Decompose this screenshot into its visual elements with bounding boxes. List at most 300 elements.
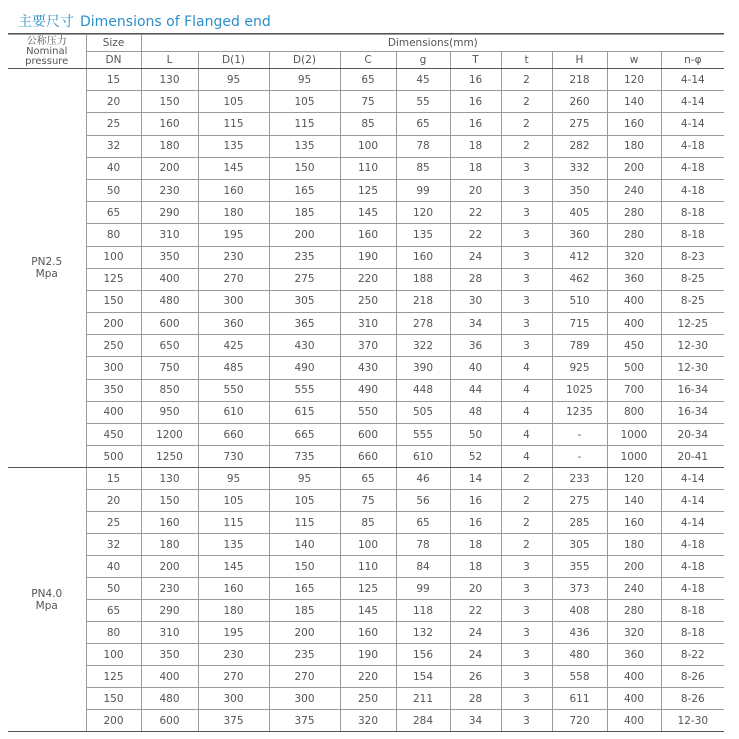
table-cell: 3 — [501, 224, 552, 246]
nominal-pressure-en2: pressure — [25, 55, 69, 67]
table-cell: 462 — [552, 268, 607, 290]
table-cell: 350 — [141, 246, 198, 268]
table-cell: 700 — [607, 379, 661, 401]
table-cell: 32 — [86, 534, 141, 556]
table-cell: 85 — [396, 157, 450, 179]
table-cell: 160 — [141, 113, 198, 135]
table-cell: 480 — [552, 644, 607, 666]
table-cell: 56 — [396, 490, 450, 512]
column-header: C — [340, 52, 396, 69]
table-cell: 3 — [501, 202, 552, 224]
table-cell: 160 — [607, 113, 661, 135]
table-cell: 4-18 — [661, 534, 724, 556]
table-cell: 120 — [607, 69, 661, 91]
column-header: n-φ — [661, 52, 724, 69]
table-cell: 200 — [269, 622, 340, 644]
table-cell: 200 — [269, 224, 340, 246]
title-chinese: 主要尺寸 — [18, 14, 74, 30]
table-cell: 65 — [396, 512, 450, 534]
table-cell: 190 — [340, 246, 396, 268]
table-cell: 925 — [552, 357, 607, 379]
table-cell: 40 — [86, 157, 141, 179]
table-cell: 3 — [501, 313, 552, 335]
column-header: t — [501, 52, 552, 69]
table-cell: 500 — [86, 446, 141, 468]
table-cell: 4-14 — [661, 490, 724, 512]
table-cell: 240 — [607, 578, 661, 600]
table-cell: 4-14 — [661, 91, 724, 113]
table-cell: 720 — [552, 710, 607, 732]
table-cell: 850 — [141, 379, 198, 401]
table-cell: 290 — [141, 600, 198, 622]
table-cell: 300 — [269, 688, 340, 710]
table-cell: 78 — [396, 135, 450, 157]
table-cell: 125 — [86, 666, 141, 688]
table-cell: 3 — [501, 157, 552, 179]
dimensions-header: Dimensions(mm) — [141, 35, 724, 52]
table-cell: 490 — [269, 357, 340, 379]
table-cell: 200 — [607, 157, 661, 179]
table-cell: 132 — [396, 622, 450, 644]
table-cell: 282 — [552, 135, 607, 157]
table-cell: 730 — [198, 446, 269, 468]
column-header: T — [450, 52, 501, 69]
table-cell: 160 — [607, 512, 661, 534]
table-cell: 4-18 — [661, 157, 724, 179]
table-row — [8, 113, 724, 135]
table-cell: - — [552, 446, 607, 468]
table-cell: 140 — [269, 534, 340, 556]
table-cell: 280 — [607, 202, 661, 224]
column-header: D(2) — [269, 52, 340, 69]
table-row — [8, 91, 724, 113]
table-cell: 105 — [198, 490, 269, 512]
table-cell: 412 — [552, 246, 607, 268]
table-cell: 660 — [198, 424, 269, 446]
table-cell: 14 — [450, 468, 501, 490]
table-cell: 660 — [340, 446, 396, 468]
table-cell: 200 — [86, 313, 141, 335]
table-cell: 75 — [340, 91, 396, 113]
table-cell: 8-23 — [661, 246, 724, 268]
table-cell: 360 — [198, 313, 269, 335]
header-row-2 — [8, 52, 724, 69]
table-cell: 3 — [501, 688, 552, 710]
table-row — [8, 379, 724, 401]
table-cell: 16-34 — [661, 379, 724, 401]
table-cell: 390 — [396, 357, 450, 379]
column-header: w — [607, 52, 661, 69]
table-cell: 275 — [269, 268, 340, 290]
table-cell: 3 — [501, 268, 552, 290]
table-cell: 18 — [450, 157, 501, 179]
header-row-1 — [8, 35, 724, 52]
table-cell: 235 — [269, 246, 340, 268]
table-cell: 3 — [501, 622, 552, 644]
pressure-unit: Mpa — [35, 599, 58, 612]
table-cell: 408 — [552, 600, 607, 622]
column-header: D(1) — [198, 52, 269, 69]
table-cell: 4-18 — [661, 179, 724, 201]
table-row — [8, 157, 724, 179]
table-cell: 320 — [607, 246, 661, 268]
table-cell: 145 — [340, 600, 396, 622]
table-cell: 611 — [552, 688, 607, 710]
table-cell: 8-26 — [661, 688, 724, 710]
table-cell: 65 — [396, 113, 450, 135]
table-cell: 80 — [86, 224, 141, 246]
table-cell: 145 — [198, 556, 269, 578]
table-cell: 190 — [340, 644, 396, 666]
table-cell: 78 — [396, 534, 450, 556]
table-cell: 16-34 — [661, 401, 724, 423]
table-cell: 105 — [198, 91, 269, 113]
table-cell: 195 — [198, 622, 269, 644]
table-cell: 750 — [141, 357, 198, 379]
table-cell: 610 — [396, 446, 450, 468]
table-cell: 115 — [269, 113, 340, 135]
column-header: L — [141, 52, 198, 69]
table-row — [8, 224, 724, 246]
table-cell: 28 — [450, 688, 501, 710]
table-cell: 436 — [552, 622, 607, 644]
table-cell: 400 — [607, 666, 661, 688]
table-row — [8, 290, 724, 312]
table-cell: 250 — [340, 688, 396, 710]
pressure-unit: Mpa — [35, 268, 58, 281]
table-cell: 310 — [141, 622, 198, 644]
table-cell: 125 — [86, 268, 141, 290]
table-cell: 275 — [552, 113, 607, 135]
table-cell: 3 — [501, 179, 552, 201]
table-cell: 485 — [198, 357, 269, 379]
table-cell: 145 — [198, 157, 269, 179]
table-cell: 75 — [340, 490, 396, 512]
table-cell: - — [552, 424, 607, 446]
table-cell: 160 — [340, 224, 396, 246]
table-cell: 30 — [450, 290, 501, 312]
table-cell: 3 — [501, 556, 552, 578]
table-cell: 32 — [86, 135, 141, 157]
table-cell: 200 — [141, 556, 198, 578]
table-cell: 650 — [141, 335, 198, 357]
table-cell: 218 — [552, 69, 607, 91]
table-cell: 65 — [340, 69, 396, 91]
table-cell: 160 — [198, 179, 269, 201]
table-cell: 350 — [552, 179, 607, 201]
table-cell: 20-41 — [661, 446, 724, 468]
table-row — [8, 512, 724, 534]
table-cell: 34 — [450, 313, 501, 335]
table-cell: 105 — [269, 490, 340, 512]
table-cell: 310 — [141, 224, 198, 246]
table-cell: 360 — [607, 268, 661, 290]
table-cell: 250 — [86, 335, 141, 357]
table-cell: 115 — [198, 113, 269, 135]
table-row — [8, 135, 724, 157]
table-cell: 4-14 — [661, 113, 724, 135]
table-cell: 4-18 — [661, 556, 724, 578]
table-cell: 8-26 — [661, 666, 724, 688]
table-row — [8, 401, 724, 423]
table-cell: 665 — [269, 424, 340, 446]
table-cell: 135 — [396, 224, 450, 246]
table-cell: 20 — [86, 91, 141, 113]
table-cell: 950 — [141, 401, 198, 423]
table-cell: 250 — [340, 290, 396, 312]
table-cell: 715 — [552, 313, 607, 335]
table-cell: 120 — [607, 468, 661, 490]
table-cell: 95 — [269, 468, 340, 490]
table-cell: 3 — [501, 335, 552, 357]
table-cell: 4 — [501, 446, 552, 468]
size-header: Size — [86, 35, 141, 52]
table-cell: 40 — [86, 556, 141, 578]
table-row — [8, 666, 724, 688]
table-cell: 195 — [198, 224, 269, 246]
table-cell: 400 — [141, 666, 198, 688]
table-cell: 150 — [269, 157, 340, 179]
table-row — [8, 424, 724, 446]
table-cell: 8-18 — [661, 600, 724, 622]
table-cell: 180 — [198, 202, 269, 224]
table-cell: 450 — [86, 424, 141, 446]
table-row — [8, 556, 724, 578]
table-cell: 140 — [607, 91, 661, 113]
table-cell: 240 — [607, 179, 661, 201]
table-cell: 1235 — [552, 401, 607, 423]
table-row — [8, 710, 724, 732]
table-cell: 3 — [501, 644, 552, 666]
table-cell: 3 — [501, 600, 552, 622]
table-cell: 22 — [450, 224, 501, 246]
table-cell: 26 — [450, 666, 501, 688]
table-cell: 130 — [141, 468, 198, 490]
table-cell: 24 — [450, 644, 501, 666]
table-cell: 270 — [269, 666, 340, 688]
table-cell: 505 — [396, 401, 450, 423]
table-cell: 2 — [501, 468, 552, 490]
table-cell: 115 — [269, 512, 340, 534]
table-cell: 480 — [141, 290, 198, 312]
pressure-value: PN2.5 — [31, 256, 63, 269]
table-cell: 285 — [552, 512, 607, 534]
table-row — [8, 534, 724, 556]
table-cell: 1025 — [552, 379, 607, 401]
table-cell: 20-34 — [661, 424, 724, 446]
table-cell: 275 — [552, 490, 607, 512]
table-cell: 46 — [396, 468, 450, 490]
table-cell: 16 — [450, 490, 501, 512]
table-row — [8, 357, 724, 379]
table-row — [8, 179, 724, 201]
nominal-pressure-en1: Nominal — [26, 45, 68, 57]
pressure-value: PN4.0 — [31, 587, 63, 600]
table-cell: 200 — [86, 710, 141, 732]
table-cell: 305 — [552, 534, 607, 556]
table-cell: 555 — [396, 424, 450, 446]
table-cell: 370 — [340, 335, 396, 357]
column-header: DN — [86, 52, 141, 69]
nominal-pressure-header — [8, 35, 86, 69]
table-cell: 365 — [269, 313, 340, 335]
table-cell: 12-30 — [661, 710, 724, 732]
table-cell: 270 — [198, 666, 269, 688]
table-cell: 220 — [340, 666, 396, 688]
table-cell: 115 — [198, 512, 269, 534]
pressure-group-cell — [8, 468, 86, 732]
table-cell: 40 — [450, 357, 501, 379]
table-cell: 430 — [269, 335, 340, 357]
table-cell: 233 — [552, 468, 607, 490]
table-cell: 4 — [501, 379, 552, 401]
table-cell: 4 — [501, 357, 552, 379]
table-cell: 160 — [198, 578, 269, 600]
table-cell: 180 — [607, 534, 661, 556]
table-cell: 135 — [198, 135, 269, 157]
table-cell: 278 — [396, 313, 450, 335]
table-cell: 20 — [450, 179, 501, 201]
table-cell: 99 — [396, 179, 450, 201]
table-cell: 4 — [501, 401, 552, 423]
table-cell: 400 — [607, 313, 661, 335]
table-cell: 610 — [198, 401, 269, 423]
table-cell: 150 — [269, 556, 340, 578]
table-cell: 130 — [141, 69, 198, 91]
table-cell: 735 — [269, 446, 340, 468]
table-cell: 110 — [340, 157, 396, 179]
table-cell: 95 — [198, 69, 269, 91]
table-cell: 3 — [501, 666, 552, 688]
table-cell: 48 — [450, 401, 501, 423]
dimensions-table — [8, 34, 724, 732]
table-cell: 2 — [501, 534, 552, 556]
table-cell: 4-18 — [661, 135, 724, 157]
table-cell: 450 — [607, 335, 661, 357]
table-cell: 165 — [269, 179, 340, 201]
table-cell: 4 — [501, 424, 552, 446]
table-cell: 558 — [552, 666, 607, 688]
table-cell: 145 — [340, 202, 396, 224]
table-cell: 85 — [340, 512, 396, 534]
table-cell: 425 — [198, 335, 269, 357]
title-english: Dimensions of Flanged end — [80, 14, 271, 30]
table-cell: 218 — [396, 290, 450, 312]
table-cell: 510 — [552, 290, 607, 312]
table-cell: 1000 — [607, 424, 661, 446]
table-cell: 300 — [198, 290, 269, 312]
table-cell: 270 — [198, 268, 269, 290]
table-cell: 120 — [396, 202, 450, 224]
table-cell: 20 — [450, 578, 501, 600]
table-cell: 50 — [450, 424, 501, 446]
table-cell: 15 — [86, 69, 141, 91]
table-cell: 50 — [86, 578, 141, 600]
table-cell: 284 — [396, 710, 450, 732]
table-cell: 550 — [340, 401, 396, 423]
table-cell: 24 — [450, 622, 501, 644]
table-cell: 150 — [86, 688, 141, 710]
table-cell: 44 — [450, 379, 501, 401]
table-cell: 360 — [552, 224, 607, 246]
table-cell: 4-18 — [661, 578, 724, 600]
page-title — [18, 11, 271, 33]
table-cell: 180 — [198, 600, 269, 622]
table-cell: 430 — [340, 357, 396, 379]
table-row — [8, 622, 724, 644]
table-cell: 84 — [396, 556, 450, 578]
column-header: H — [552, 52, 607, 69]
table-cell: 405 — [552, 202, 607, 224]
table-cell: 18 — [450, 534, 501, 556]
table-cell: 320 — [340, 710, 396, 732]
table-cell: 140 — [607, 490, 661, 512]
table-cell: 165 — [269, 578, 340, 600]
table-cell: 150 — [86, 290, 141, 312]
table-cell: 300 — [198, 688, 269, 710]
table-cell: 400 — [86, 401, 141, 423]
table-cell: 615 — [269, 401, 340, 423]
table-cell: 350 — [86, 379, 141, 401]
table-cell: 118 — [396, 600, 450, 622]
table-cell: 1000 — [607, 446, 661, 468]
table-cell: 8-18 — [661, 622, 724, 644]
table-cell: 555 — [269, 379, 340, 401]
table-cell: 305 — [269, 290, 340, 312]
table-cell: 185 — [269, 202, 340, 224]
table-cell: 235 — [269, 644, 340, 666]
table-row — [8, 490, 724, 512]
table-cell: 125 — [340, 578, 396, 600]
table-cell: 2 — [501, 69, 552, 91]
table-row — [8, 335, 724, 357]
column-header: g — [396, 52, 450, 69]
table-cell: 280 — [607, 600, 661, 622]
table-row — [8, 644, 724, 666]
table-cell: 100 — [86, 246, 141, 268]
table-cell: 230 — [141, 179, 198, 201]
table-cell: 322 — [396, 335, 450, 357]
table-cell: 490 — [340, 379, 396, 401]
table-cell: 200 — [141, 157, 198, 179]
table-cell: 180 — [607, 135, 661, 157]
table-cell: 550 — [198, 379, 269, 401]
table-cell: 230 — [198, 246, 269, 268]
table-cell: 180 — [141, 534, 198, 556]
table-cell: 2 — [501, 135, 552, 157]
table-cell: 100 — [340, 534, 396, 556]
pressure-group-cell — [8, 69, 86, 468]
table-cell: 200 — [607, 556, 661, 578]
table-cell: 332 — [552, 157, 607, 179]
table-cell: 448 — [396, 379, 450, 401]
table-cell: 188 — [396, 268, 450, 290]
table-cell: 18 — [450, 135, 501, 157]
table-cell: 25 — [86, 512, 141, 534]
table-cell: 34 — [450, 710, 501, 732]
table-cell: 150 — [141, 490, 198, 512]
table-cell: 300 — [86, 357, 141, 379]
table-cell: 15 — [86, 468, 141, 490]
table-cell: 28 — [450, 268, 501, 290]
table-row — [8, 246, 724, 268]
table-cell: 375 — [269, 710, 340, 732]
table-cell: 95 — [198, 468, 269, 490]
table-cell: 220 — [340, 268, 396, 290]
table-cell: 400 — [607, 688, 661, 710]
table-cell: 400 — [141, 268, 198, 290]
table-cell: 52 — [450, 446, 501, 468]
